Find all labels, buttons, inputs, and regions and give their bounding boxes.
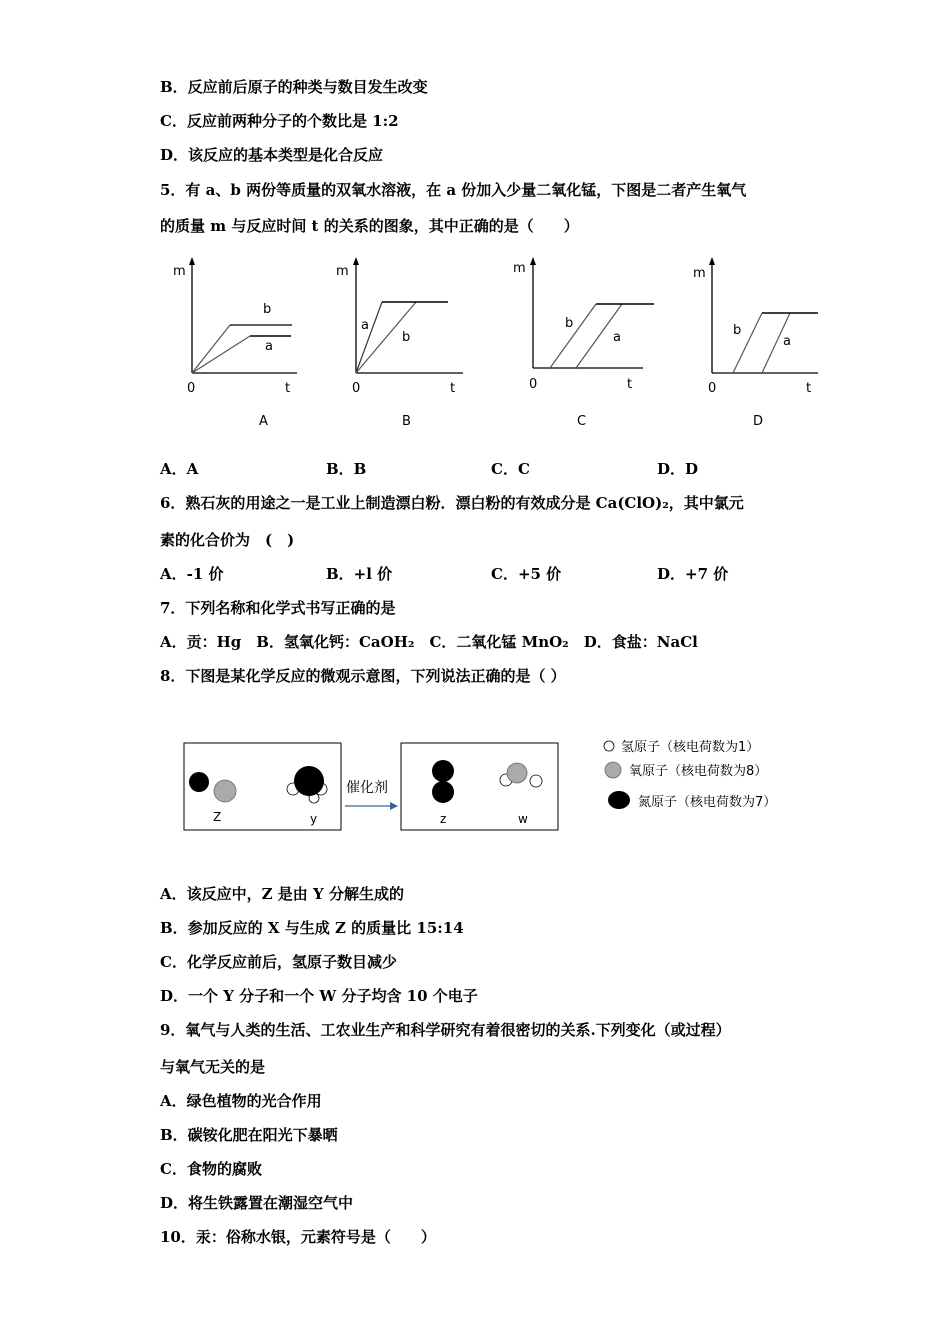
graph-d	[690, 255, 825, 435]
q9-option-d: D．将生铁露置在潮湿空气中	[160, 1194, 354, 1212]
q6-option-c: C．+5 价	[491, 565, 562, 583]
graph-d-y-label: m	[693, 266, 706, 281]
q6-option-d: D．+7 价	[657, 565, 729, 583]
graph-b-caption: B	[402, 414, 411, 429]
n-atom-x	[189, 772, 209, 792]
graph-c-curve-b: b	[565, 316, 574, 331]
q5-stem-2: 的质量 m 与反应时间 t 的关系的图象，其中正确的是（ ）	[160, 217, 579, 235]
legend-n-icon	[608, 791, 630, 809]
graph-b-origin: 0	[352, 381, 361, 396]
q5-option-d: D．D	[657, 460, 699, 478]
graph-a	[165, 255, 305, 435]
q8-stem: 8．下图是某化学反应的微观示意图，下列说法正确的是（ ）	[160, 667, 566, 685]
q8-option-c: C．化学反应前后，氢原子数目减少	[160, 953, 397, 971]
diagram-label-z2: z	[440, 812, 447, 826]
graph-a-x-label: t	[285, 381, 291, 396]
q4-option-d: D．该反应的基本类型是化合反应	[160, 146, 384, 164]
q9-option-c: C．食物的腐败	[160, 1160, 262, 1178]
q8-option-d: D．一个 Y 分子和一个 W 分子均含 10 个电子	[160, 987, 478, 1005]
graph-c-x-label: t	[627, 377, 633, 392]
graph-b-x-label: t	[450, 381, 456, 396]
q5-option-b: B．B	[326, 460, 367, 478]
reaction-diagram	[180, 735, 820, 840]
graph-d-curve-b: b	[733, 323, 742, 338]
legend-o: 氧原子（核电荷数为8）	[629, 764, 768, 779]
q6-stem-1: 6．熟石灰的用途之一是工业上制造漂白粉．漂白粉的有效成分是 Ca(ClO)₂，其中氯元	[160, 494, 744, 512]
graph-a-caption: A	[259, 414, 268, 429]
n-atom-y	[294, 766, 324, 796]
q10-stem: 10．汞：俗称水银，元素符号是（ ）	[160, 1228, 436, 1246]
graph-d-caption: D	[753, 414, 764, 429]
graph-d-origin: 0	[708, 381, 717, 396]
graph-a-origin: 0	[187, 381, 196, 396]
q6-stem-2: 素的化合价为 ( )	[160, 531, 295, 549]
q9-stem-1: 9．氧气与人类的生活、工农业生产和科学研究有着很密切的关系.下列变化（或过程）	[160, 1021, 731, 1039]
legend-h-icon	[604, 741, 614, 751]
q5-stem-1: 5．有 a、b 两份等质量的双氧水溶液，在 a 份加入少量二氧化锰，下图是二者产生氧气	[160, 181, 747, 199]
q4-option-b: B．反应前后原子的种类与数目发生改变	[160, 78, 428, 96]
graph-d-curve-a: a	[783, 334, 791, 349]
graph-c-y-label: m	[513, 261, 526, 276]
graph-a-curve-b: b	[263, 302, 272, 317]
o-atom-x	[214, 780, 236, 802]
graph-c-curve-a: a	[613, 330, 621, 345]
q4-option-c: C．反应前两种分子的个数比是 1:2	[160, 112, 399, 130]
graph-c-origin: 0	[529, 377, 538, 392]
graph-b	[330, 255, 470, 435]
q5-option-c: C．C	[491, 460, 530, 478]
q6-option-b: B．+l 价	[326, 565, 393, 583]
graph-c	[508, 255, 658, 435]
legend-n: 氮原子（核电荷数为7）	[638, 795, 777, 810]
q7-options: A．贡：Hg B．氢氧化钙：CaOH₂ C．二氧化锰 MnO₂ D．食盐：NaCl	[160, 633, 698, 651]
graph-b-curve-a: a	[361, 318, 369, 333]
q9-option-b: B．碳铵化肥在阳光下暴晒	[160, 1126, 338, 1144]
q8-option-b: B．参加反应的 X 与生成 Z 的质量比 15:14	[160, 919, 464, 937]
legend-o-icon	[605, 762, 621, 778]
legend-h: 氢原子（核电荷数为1）	[621, 740, 760, 755]
graph-b-y-label: m	[336, 264, 349, 279]
graph-c-caption: C	[577, 414, 587, 429]
q5-option-a: A．A	[160, 460, 199, 478]
diagram-label-y: y	[310, 812, 318, 826]
diagram-label-w: w	[518, 812, 528, 826]
q8-option-a: A．该反应中，Z 是由 Y 分解生成的	[160, 885, 404, 903]
graph-b-curve-b: b	[402, 330, 411, 345]
q7-stem: 7．下列名称和化学式书写正确的是	[160, 599, 396, 617]
graph-a-y-label: m	[173, 264, 186, 279]
catalyst-label: 催化剂	[346, 780, 388, 796]
graph-a-curve-a: a	[265, 339, 273, 354]
diagram-label-z: Z	[213, 810, 222, 824]
graph-d-x-label: t	[806, 381, 812, 396]
q9-option-a: A．绿色植物的光合作用	[160, 1092, 322, 1110]
q6-option-a: A．-1 价	[160, 565, 224, 583]
q9-stem-2: 与氧气无关的是	[160, 1058, 266, 1076]
